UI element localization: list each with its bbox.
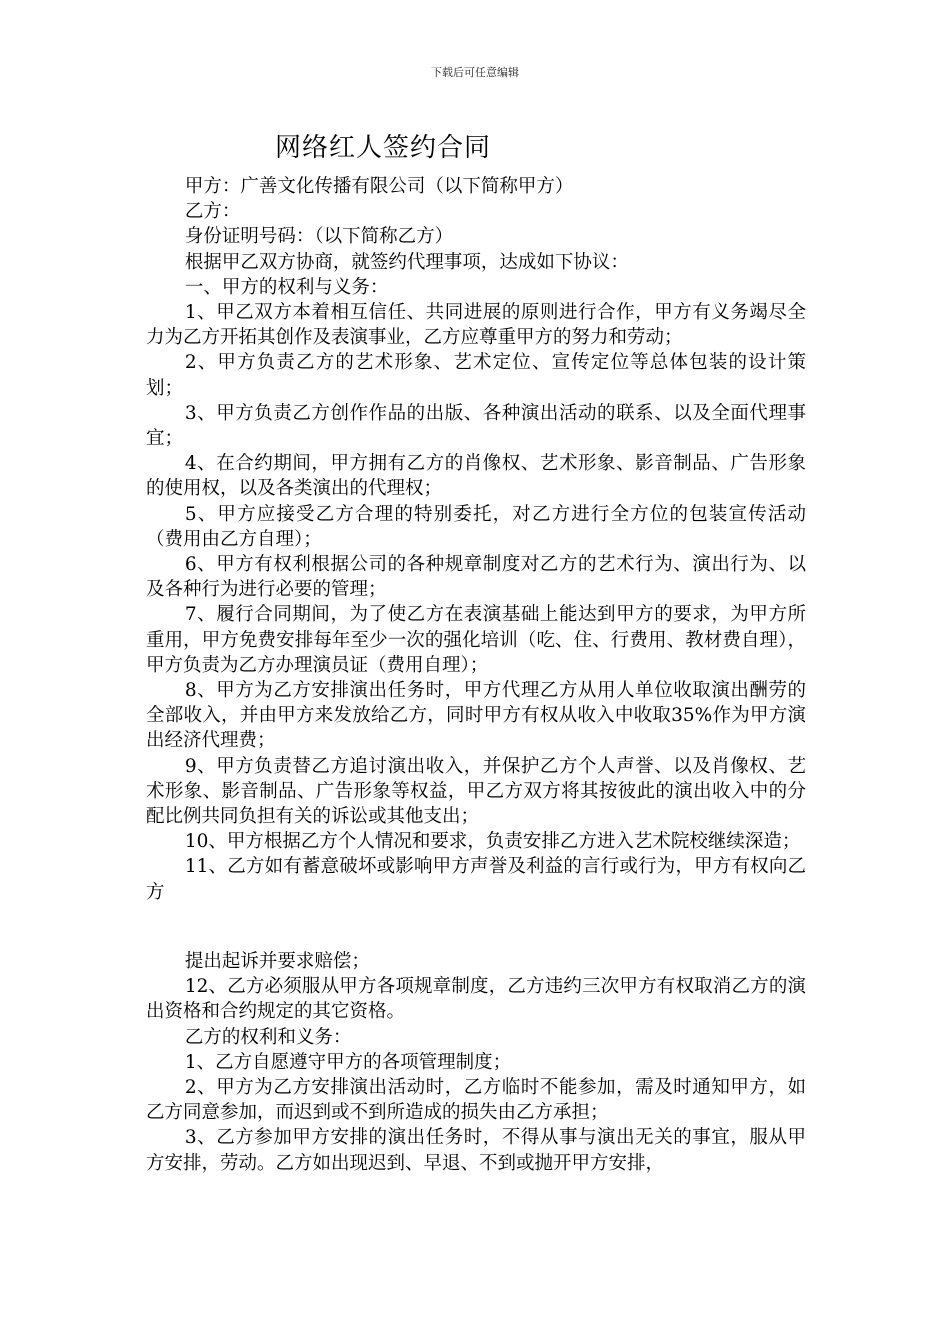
clause-a-7: 7、履行合同期间，为了使乙方在表演基础上能达到甲方的要求，为甲方所重用，甲方免费安排每年至少一次的强化培训（吃、住、行费用、教材费自理），甲方负责为乙方办理演员证（费用自理）； <box>146 604 806 676</box>
id-number-line: 身份证明号码：（以下简称乙方） <box>184 226 454 248</box>
clause-a-6: 6、甲方有权利根据公司的各种规章制度对乙方的艺术行为、演出行为、以及各种行为进行必要的管理； <box>146 554 806 601</box>
clause-b-1: 1、乙方自愿遵守甲方的各项管理制度； <box>184 1051 512 1073</box>
preamble: 根据甲乙双方协商，就签约代理事项，达成如下协议： <box>184 251 629 273</box>
section-heading-party-b: 乙方的权利和义务： <box>184 1026 352 1048</box>
section-heading-party-a: 一、甲方的权利与义务： <box>184 276 389 298</box>
clause-b-3: 3、乙方参加甲方安排的演出任务时，不得从事与演出无关的事宜，服从甲方安排，劳动。乙方如出现迟到、早退、不到或抛开甲方安排， <box>146 1127 806 1174</box>
document-title: 网络红人签约合同 <box>275 133 492 163</box>
clause-a-11: 11、乙方如有蓄意破坏或影响甲方声誉及利益的言行或行为，甲方有权向乙方 <box>146 856 806 903</box>
clause-a-8: 8、甲方为乙方安排演出任务时，甲方代理乙方从用人单位收取演出酬劳的全部收入，并由甲方来发放给乙方，同时甲方有权从收入中收取35%作为甲方演出经济代理费； <box>146 680 806 752</box>
clause-a-2: 2、甲方负责乙方的艺术形象、艺术定位、宣传定位等总体包装的设计策划； <box>146 352 806 399</box>
clause-a-4: 4、在合约期间，甲方拥有乙方的肖像权、艺术形象、影音制品、广告形象的使用权，以及各类演出的代理权； <box>146 453 806 500</box>
party-b-line: 乙方： <box>184 201 241 223</box>
party-a-line: 甲方：广善文化传播有限公司（以下简称甲方） <box>184 176 574 197</box>
clause-a-5: 5、甲方应接受乙方合理的特别委托，对乙方进行全方位的包装宣传活动（费用由乙方自理）； <box>146 503 806 550</box>
clause-a-3: 3、甲方负责乙方创作作品的出版、各种演出活动的联系、以及全面代理事宜； <box>146 402 806 450</box>
clause-a-1: 1、甲乙双方本着相互信任、共同进展的原则进行合作，甲方有义务竭尽全力为乙方开拓其创作及表演事业，乙方应尊重甲方的努力和劳动； <box>146 302 806 349</box>
clause-a-11-continued: 提出起诉并要求赔偿； <box>184 950 370 972</box>
clause-b-2: 2、甲方为乙方安排演出活动时，乙方临时不能参加，需及时通知甲方，如乙方同意参加，而迟到或不到所造成的损失由乙方承担； <box>146 1076 806 1124</box>
clause-a-12: 12、乙方必须服从甲方各项规章制度，乙方违约三次甲方有权取消乙方的演出资格和合约规定的其它资格。 <box>146 976 806 1023</box>
clause-a-9: 9、甲方负责替乙方追讨演出收入，并保护乙方个人声誉、以及肖像权、艺术形象、影音制品、广告形象等权益，甲乙方双方将其按彼此的演出收入中的分配比例共同负担有关的诉讼或其他支出； <box>146 755 806 828</box>
clause-a-10: 10、甲方根据乙方个人情况和要求，负责安排乙方进入艺术院校继续深造； <box>184 831 801 853</box>
page-header-note: 下载后可任意编辑 <box>431 66 519 79</box>
contract-body <box>146 174 806 1176</box>
